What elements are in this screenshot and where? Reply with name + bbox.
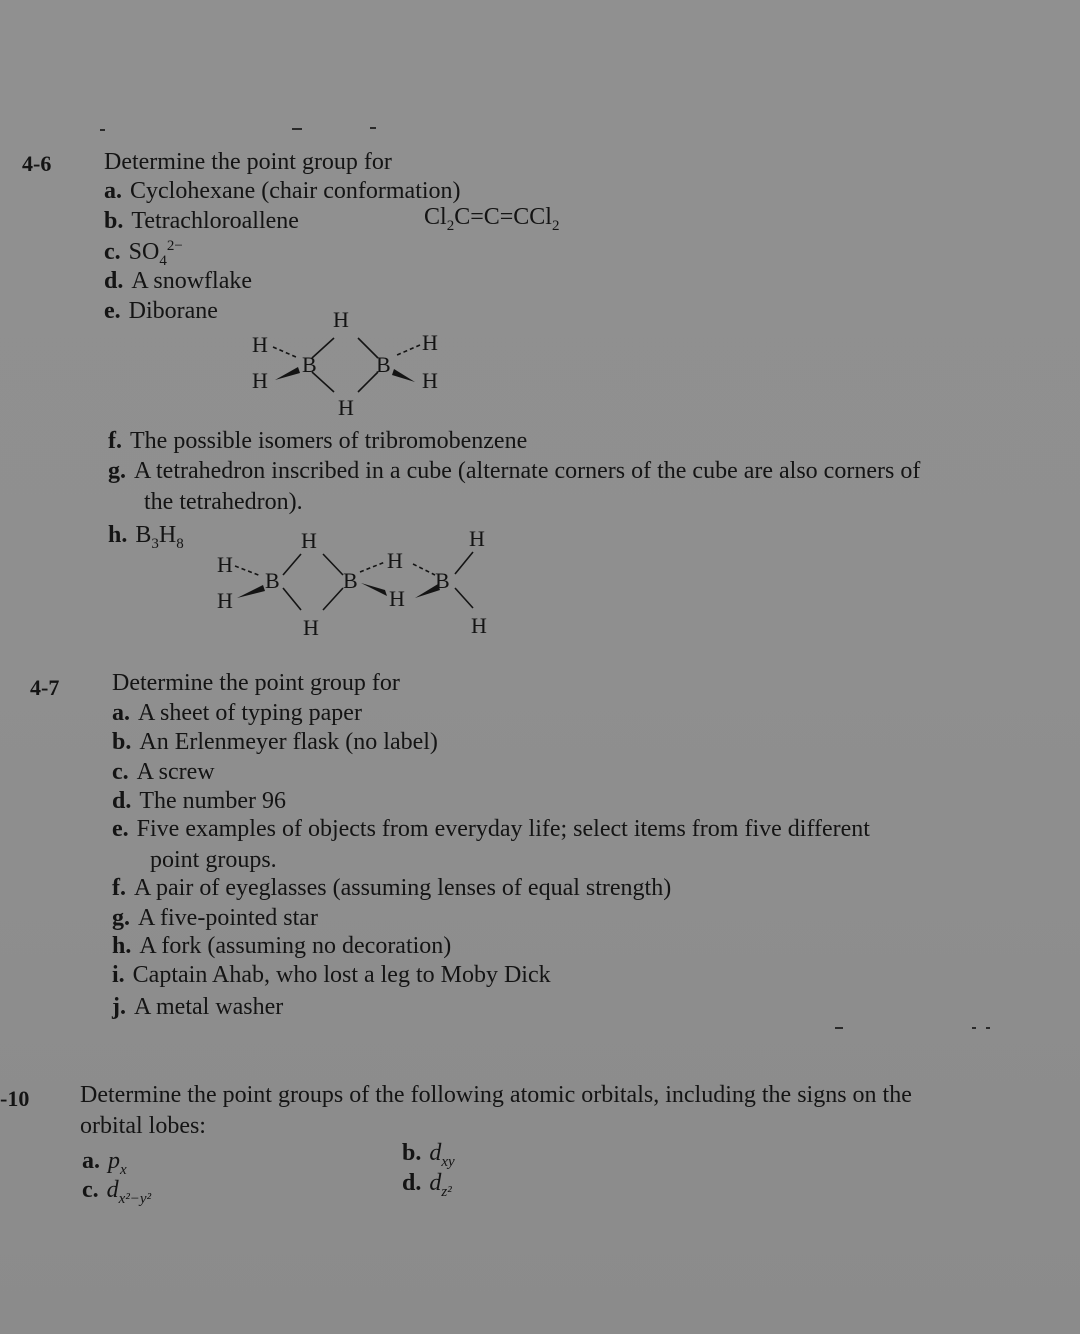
stray-mark bbox=[972, 1027, 976, 1029]
stray-mark bbox=[986, 1027, 990, 1029]
problem-number: -10 bbox=[0, 1086, 30, 1111]
hydrogen-atom: H bbox=[217, 588, 233, 613]
stray-mark bbox=[100, 129, 105, 131]
hydrogen-atom: H bbox=[303, 615, 319, 640]
list-item: a. A sheet of typing paper bbox=[112, 700, 362, 726]
list-item: f. The possible isomers of tribromobenzene bbox=[108, 428, 528, 454]
hydrogen-atom: H bbox=[422, 330, 438, 355]
orbital-item: a. $p_x$ bbox=[82, 1148, 127, 1178]
orbital-item: b. $d_{xy}$ bbox=[402, 1140, 455, 1170]
list-item-continuation: point groups. bbox=[150, 847, 277, 873]
hydrogen-atom: H bbox=[469, 526, 485, 551]
orbital-item: c. $d_{x^2-y^2}$ bbox=[82, 1177, 152, 1207]
problem-number: 4-6 bbox=[22, 151, 52, 176]
boron-atom: B bbox=[435, 568, 450, 593]
hydrogen-atom: H bbox=[217, 552, 233, 577]
hydrogen-atom: H bbox=[252, 332, 268, 357]
hydrogen-atom: H bbox=[389, 586, 405, 611]
problem-prompt-continuation: orbital lobes: bbox=[80, 1113, 206, 1139]
list-item: c. $SO_4^{2-}$ bbox=[104, 238, 183, 269]
diborane-structure bbox=[240, 300, 460, 425]
hydrogen-atom: H bbox=[333, 307, 349, 332]
list-item: h. A fork (assuming no decoration) bbox=[112, 933, 452, 959]
list-item: b. Tetrachloroallene bbox=[104, 208, 299, 234]
list-item: a. Cyclohexane (chair conformation) bbox=[104, 178, 461, 204]
boron-atom: B bbox=[302, 352, 317, 377]
list-item: h. $B_3H_8$ bbox=[108, 522, 184, 552]
boron-atom: B bbox=[343, 568, 358, 593]
stray-mark bbox=[292, 128, 302, 130]
b3h8-structure bbox=[205, 520, 515, 645]
list-item: g. A tetrahedron inscribed in a cube (alternate corners of the cube are also corners of bbox=[108, 458, 921, 484]
problem-number: 4-7 bbox=[30, 675, 60, 700]
boron-atom: B bbox=[265, 568, 280, 593]
list-item: i. Captain Ahab, who lost a leg to Moby Dick bbox=[112, 962, 551, 988]
hydrogen-atom: H bbox=[338, 395, 354, 420]
boron-atom: B bbox=[376, 352, 391, 377]
list-item: b. An Erlenmeyer flask (no label) bbox=[112, 729, 438, 755]
tetrachloroallene-formula: $Cl_2C=C=CCl_2$ bbox=[424, 204, 560, 234]
list-item: e. Diborane bbox=[104, 298, 218, 324]
list-item: d. A snowflake bbox=[104, 268, 253, 294]
stray-mark bbox=[835, 1027, 843, 1029]
list-item-continuation: the tetrahedron). bbox=[144, 489, 303, 515]
problem-prompt: Determine the point group for bbox=[104, 149, 392, 175]
hydrogen-atom: H bbox=[387, 548, 403, 573]
hydrogen-atom: H bbox=[471, 613, 487, 638]
hydrogen-atom: H bbox=[252, 368, 268, 393]
problem-prompt: Determine the point groups of the following atomic orbitals, including the signs on the bbox=[80, 1082, 912, 1108]
list-item: c. A screw bbox=[112, 759, 215, 785]
list-item: j. A metal washer bbox=[112, 994, 284, 1020]
list-item: e. Five examples of objects from everyday life; select items from five different bbox=[112, 816, 870, 842]
list-item: f. A pair of eyeglasses (assuming lenses of equal strength) bbox=[112, 875, 672, 901]
hydrogen-atom: H bbox=[422, 368, 438, 393]
problem-prompt: Determine the point group for bbox=[112, 670, 400, 696]
stray-mark bbox=[370, 127, 376, 129]
orbital-item: d. $d_{z^2}$ bbox=[402, 1170, 452, 1200]
hydrogen-atom: H bbox=[301, 528, 317, 553]
list-item: d. The number 96 bbox=[112, 788, 286, 814]
list-item: g. A five-pointed star bbox=[112, 905, 318, 931]
